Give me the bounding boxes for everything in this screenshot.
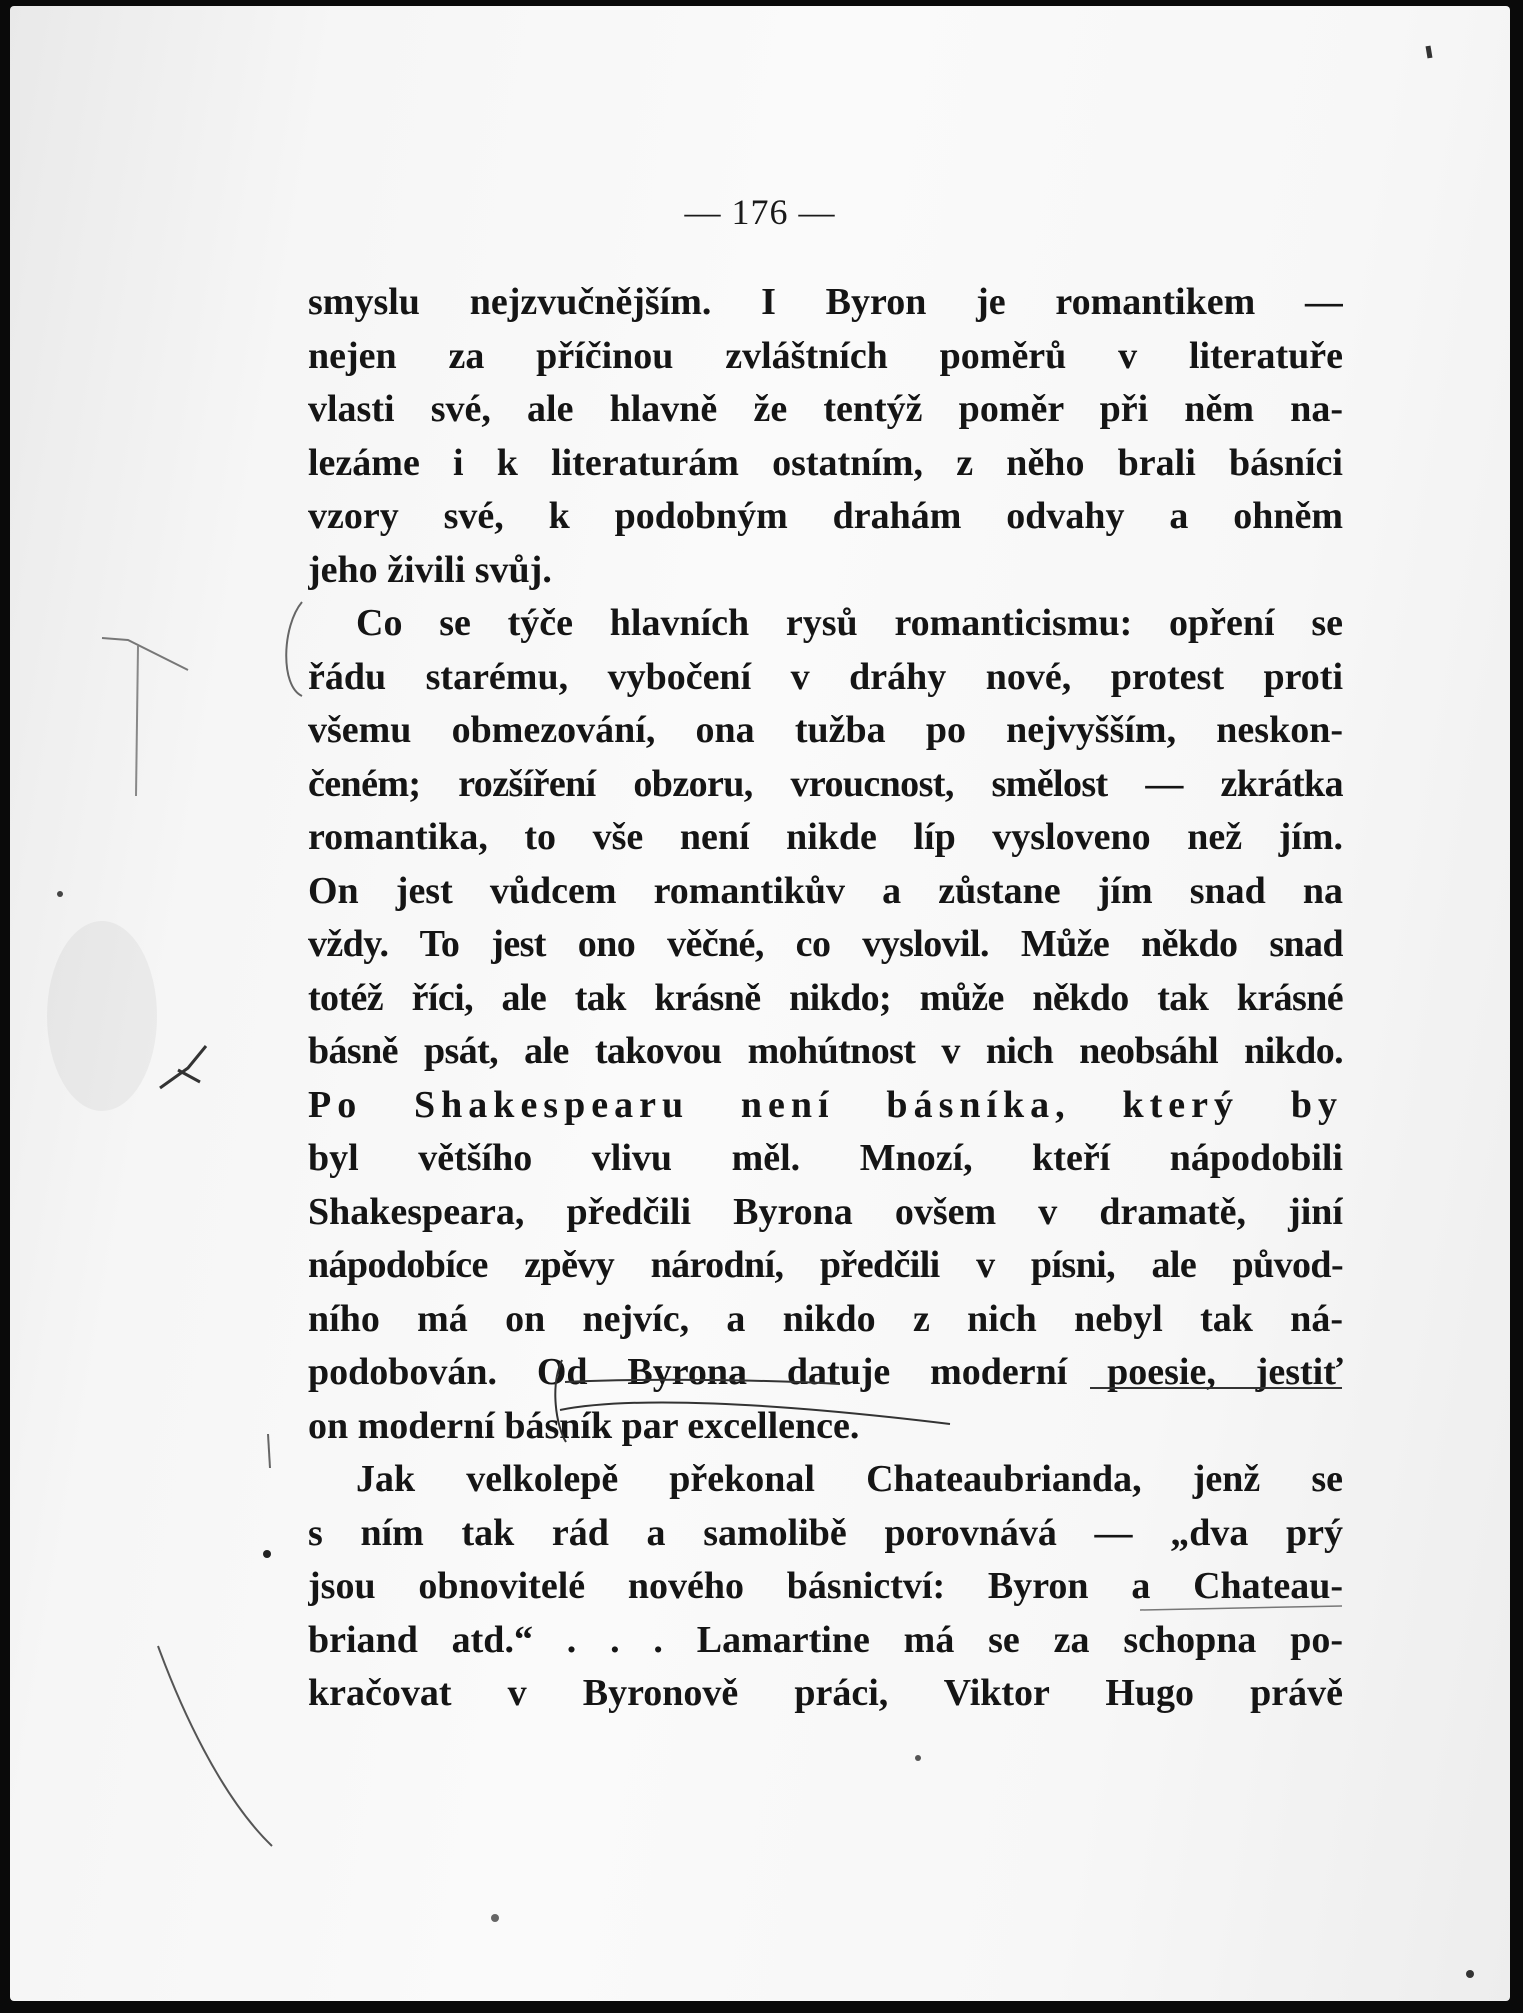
text-line: romantika, to vše není nikde líp vysloveno než jím. — [308, 816, 1343, 858]
text-line: čeném; rozšíření obzoru, vroucnost, smělost — zkrátka — [308, 762, 1343, 805]
text-line: nápodobíce zpěvy národní, předčili v písni, ale původ- — [308, 1244, 1343, 1286]
smudge-mark — [47, 921, 157, 1111]
text-line: smyslu nejzvučnějším. I Byron je romantikem — — [308, 281, 1343, 323]
text-line: vlasti své, ale hlavně že tentýž poměr při něm na- — [308, 388, 1343, 430]
margin-bracket-mark — [102, 638, 188, 670]
text-line: Co se týče hlavních rysů romanticismu: opření se — [356, 602, 1343, 644]
text-line: On jest vůdcem romantikův a zůstane jím snad na — [308, 869, 1343, 912]
text-line: vždy. To jest ono věčné, co vyslovil. Může někdo snad — [308, 923, 1343, 965]
paragraph-bracket-mark — [286, 602, 302, 696]
page-number: — 176 — — [684, 192, 836, 232]
margin-dot-mark — [57, 891, 63, 897]
margin-vertical-mark — [136, 646, 138, 796]
bottom-dot-mark — [915, 1755, 921, 1761]
text-line: s ním tak rád a samolibě porovnává — „dva prý — [308, 1511, 1343, 1554]
text-line: řádu starému, vybočení v dráhy nové, protest proti — [308, 655, 1343, 698]
text-line: nejen za příčinou zvláštních poměrů v literatuře — [308, 334, 1343, 377]
text-line: básně psát, ale takovou mohútnost v nich neobsáhl nikdo. — [308, 1030, 1343, 1072]
text-line: totéž říci, ale tak krásně nikdo; může někdo tak krásné — [308, 976, 1343, 1019]
text-line: ního má on nejvíc, a nikdo z nich nebyl tak ná- — [308, 1297, 1343, 1340]
text-line: jsou obnovitelé nového básnictví: Byron a Chateau- — [308, 1565, 1343, 1607]
margin-small-mark — [268, 1434, 270, 1468]
margin-scribble-mark — [160, 1046, 206, 1088]
margin-diagonal-mark — [158, 1646, 272, 1846]
text-line: vzory své, k podobným drahám odvahy a ohněm — [308, 495, 1343, 537]
text-line: on moderní básník par excellence. — [308, 1404, 860, 1447]
text-line: podobován. Od Byrona datuje moderní poesie, jestiť — [308, 1351, 1343, 1393]
text-line: jeho živili svůj. — [308, 548, 552, 591]
corner-mark — [1428, 46, 1430, 58]
text-line: lezáme i k literaturám ostatním, z něho brali básníci — [308, 441, 1343, 484]
body-text — [308, 276, 1343, 1721]
margin-dot-mark — [263, 1550, 271, 1558]
book-page — [10, 6, 1510, 2001]
text-line: byl většího vlivu měl. Mnozí, kteří nápodobili — [308, 1137, 1343, 1179]
text-line: Jak velkolepě překonal Chateaubrianda, jenž se — [356, 1458, 1343, 1500]
bottom-right-dot-mark — [1466, 1970, 1474, 1978]
text-line: Shakespeara, předčili Byrona ovšem v dramatě, jiní — [308, 1190, 1343, 1233]
text-line: kračovat v Byronově práci, Viktor Hugo právě — [308, 1672, 1343, 1714]
text-line: Po Shakespearu není básníka, který by — [308, 1083, 1343, 1126]
text-line: všemu obmezování, ona tužba po nejvyšším, neskon- — [308, 709, 1343, 751]
text-line: briand atd.“ . . . Lamartine má se za schopna po- — [308, 1618, 1343, 1661]
bottom-dot-mark — [491, 1914, 499, 1922]
